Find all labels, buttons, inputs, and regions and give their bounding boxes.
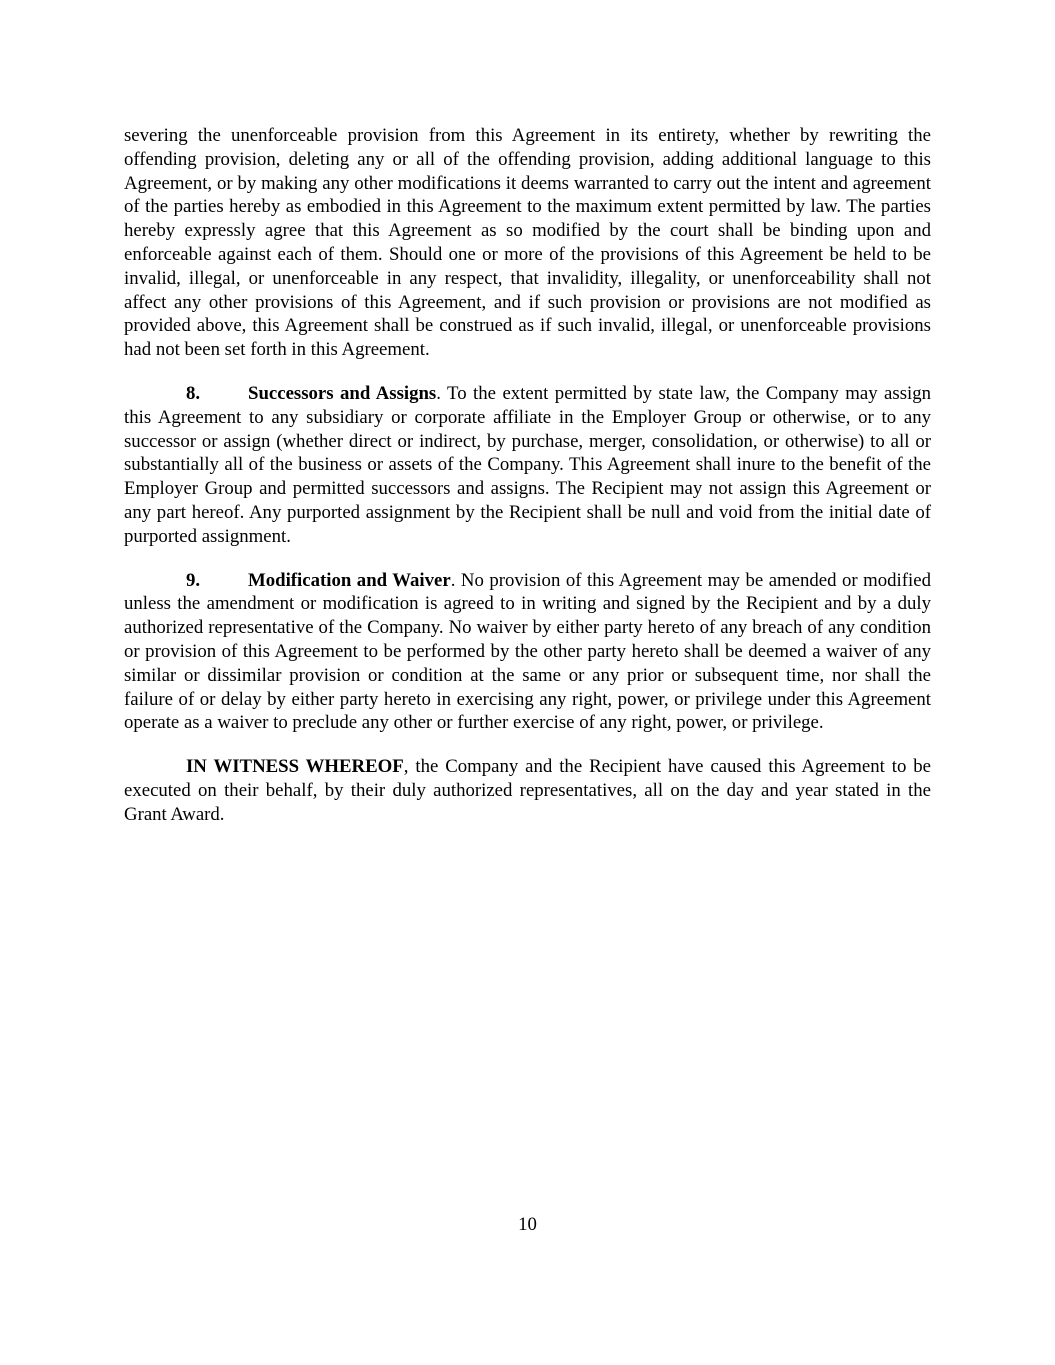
continuation-paragraph: severing the unenforceable provision from this Agreement in its entirety, whether by rewriting the offending provision, deleting any or all of the offending provision, adding additional language to this Agreement, or by making any other modifications it deems warranted to carry out the intent and agreement of the parties hereby as embodied in this Agreement to the maximum extent permitted by law. The parties hereby expressly agree that this Agreement as so modified by the court shall be binding upon and enforceable against each of them. Should one or more of the provisions of this Agreement be held to be invalid, illegal, or unenforceable in any respect, that invalidity, illegality, or unenforceability shall not affect any other provisions of this Agreement, and if such provision or provisions are not modified as provided above, this Agreement shall be construed as if such invalid, illegal, or unenforceable provisions had not been set forth in this Agreement. [124,125,931,361]
witness-lead: IN WITNESS WHEREOF [186,756,404,778]
section-8-text: . To the extent permitted by state law, the Company may assign this Agreement to any subsidiary or corporate affiliate in the Employer Group or otherwise, or to any successor or assign (whether direct or indirect, by purchase, merger, consolidation, or otherwise) to all or substantially all of the business or assets of the Company. This Agreement shall inure to the benefit of the Employer Group and permitted successors and assigns. The Recipient may not assign this Agreement or any part hereof. Any purported assignment by the Recipient shall be null and void from the initial date of purported assignment. [124,382,931,547]
page-number: 10 [518,1214,537,1235]
section-8-paragraph [124,382,931,549]
section-8-number: 8. [186,382,201,404]
section-9-paragraph [124,569,931,736]
witness-paragraph [124,755,931,826]
section-9-text: . No provision of this Agreement may be amended or modified unless the amendment or modification is agreed to in writing and signed by the Recipient and by a duly authorized representative of the Company. No waiver by either party hereto of any breach of any condition or provision of this Agreement to be performed by the other party hereto shall be deemed a waiver of any similar or dissimilar provision or condition at the same or any prior or subsequent time, nor shall the failure of or delay by either party hereto in exercising any right, power, or privilege under this Agreement operate as a waiver to preclude any other or further exercise of any right, power, or privilege. [124,569,931,734]
witness-text: , the Company and the Recipient have caused this Agreement to be executed on their behalf, by their duly authorized representatives, all on the day and year stated in the Grant Award. [124,756,931,825]
section-9-number: 9. [186,569,201,591]
section-8-title: Successors and Assigns [248,382,437,404]
section-9-title: Modification and Waiver [248,569,451,591]
document-body [124,124,931,847]
